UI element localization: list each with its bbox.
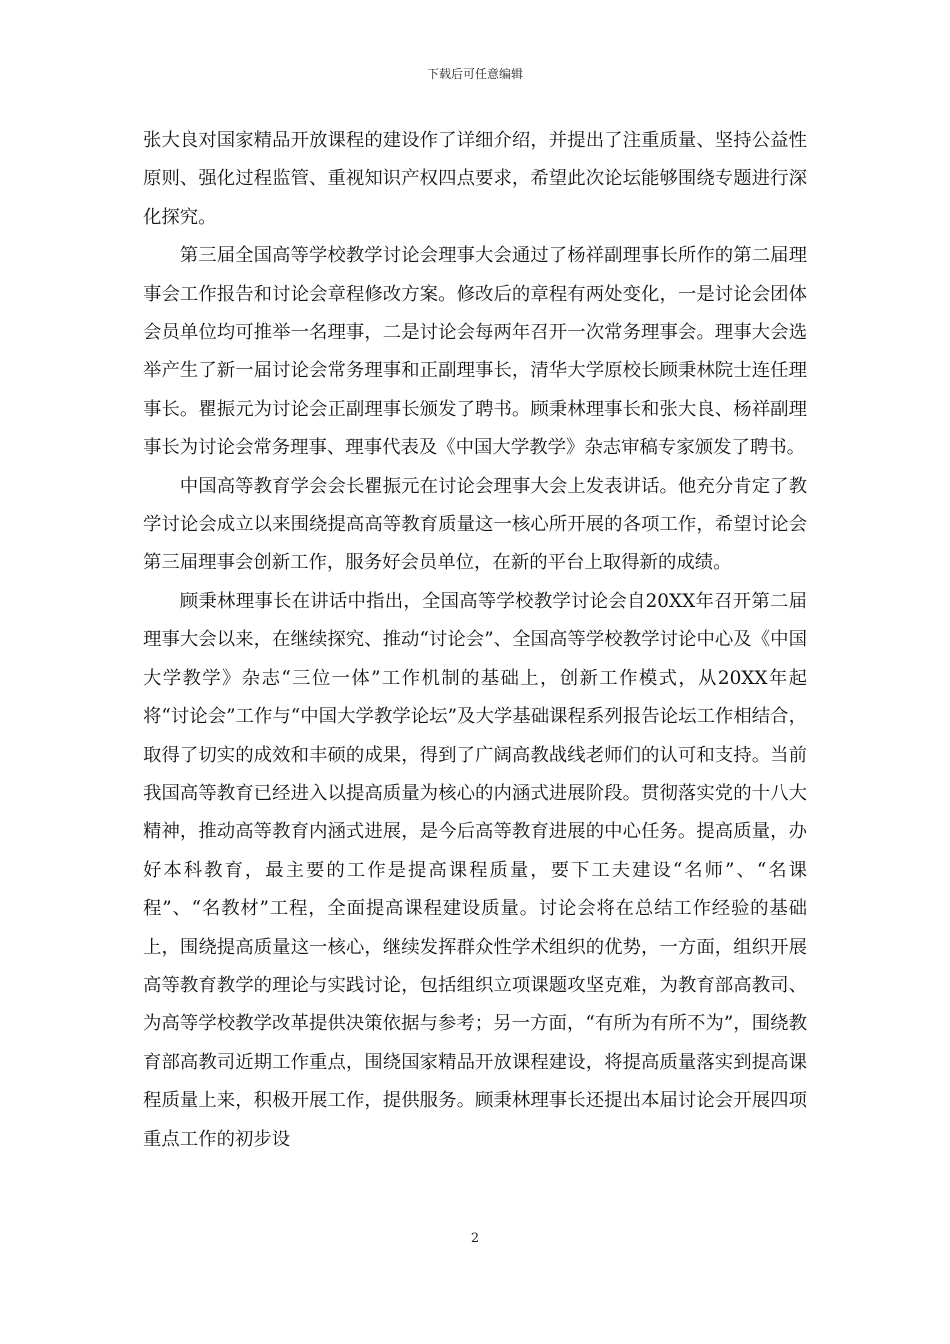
paragraph-council-meeting: 第三届全国高等学校教学讨论会理事大会通过了杨祥副理事长所作的第二届理事会工作报告和讨论会章程修改方案。修改后的章程有两处变化，一是讨论会团体会员单位均可推举一名理事，二是讨论会每两年召开一次常务理事会。理事大会选举产生了新一届讨论会常务理事和正副理事长，清华大学原校长顾秉林院士连任理事长。瞿振元为讨论会正副理事长颁发了聘书。顾秉林理事长和张大良、杨祥副理事长为讨论会常务理事、理事代表及《中国大学教学》杂志审稿专家颁发了聘书。 <box>143 245 807 459</box>
page-header: 下载后可任意编辑 <box>426 67 523 81</box>
paragraph-president-speech: 中国高等教育学会会长瞿振元在讨论会理事大会上发表讲话。他充分肯定了教学讨论会成立以来围绕提高高等教育质量这一核心所开展的各项工作，希望讨论会第三届理事会创新工作，服务好会员单位，在新的平台上取得新的成绩。 <box>143 475 807 574</box>
page-number: 2 <box>470 1231 480 1246</box>
paragraph-continuation: 张大良对国家精品开放课程的建设作了详细介绍，并提出了注重质量、坚持公益性原则、强化过程监管、重视知识产权四点要求，希望此次论坛能够围绕专题进行深化探究。 <box>143 130 807 228</box>
paragraph-chairman-speech: 顾秉林理事长在讲话中指出，全国高等学校教学讨论会自20XX年召开第二届理事大会以来，在继续探究、推动“讨论会”、全国高等学校教学讨论中心及《中国大学教学》杂志“三位一体”工作机制的基础上，创新工作模式，从20XX年起将“讨论会”工作与“中国大学教学论坛”及大学基础课程系列报告论坛工作相结合，取得了切实的成效和丰硕的成果，得到了广阔高教战线老师们的认可和支持。当前我国高等教育已经进入以提高质量为核心的内涵式进展阶段。贯彻落实党的十八大精神，推动高等教育内涵式进展，是今后高等教育进展的中心任务。提高质量，办好本科教育，最主要的工作是提高课程质量，要下工夫建设“名师”、“名课程”、“名教材”工程，全面提高课程建设质量。讨论会将在总结工作经验的基础上，围绕提高质量这一核心，继续发挥群众性学术组织的优势，一方面，组织开展高等教育教学的理论与实践讨论，包括组织立项课题攻坚克难，为教育部高教司、为高等学校教学改革提供决策依据与参考；另一方面，“有所为有所不为”，围绕教育部高教司近期工作重点，围绕国家精品开放课程建设，将提高质量落实到提高课程质量上来，积极开展工作，提供服务。顾秉林理事长还提出本届讨论会开展四项重点工作的初步设 <box>143 590 807 1150</box>
document-body <box>143 122 807 1159</box>
